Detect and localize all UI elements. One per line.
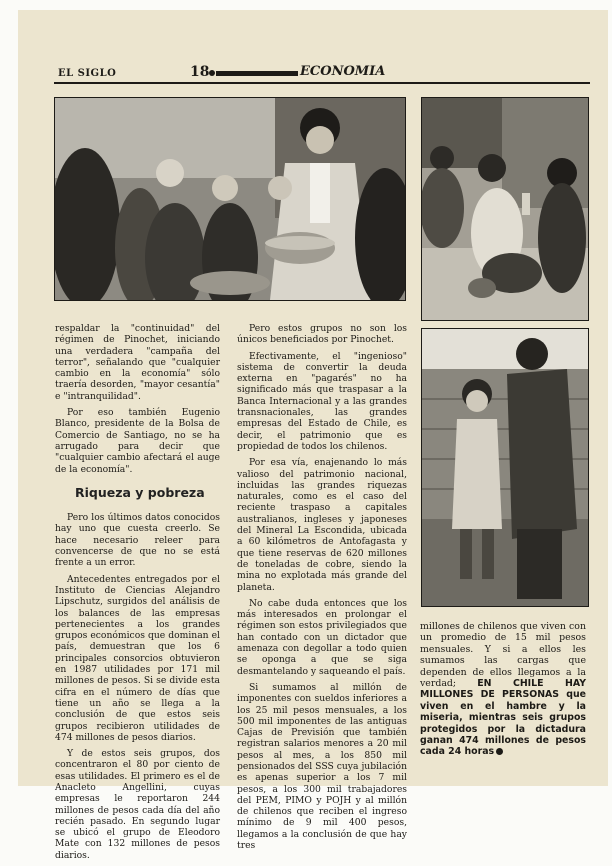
col1-paragraph-4: Antecedentes entregados por el Instituto de Ciencias Alejandro Lipschutz, surgidos del análisis de los balances de las empresas pertenecientes a los grandes grupos económicos que dominan el país, demuestran que los 6 principales consorcios obtuvieron en 1987 utilidades por 171 mil millones de pesos. Si se divide esta cifra en el número de días que tiene un año se llega a la conclusión de que estos seis grupos recibieron utilidades de 474 millones de pesos diarios. — [55, 573, 220, 743]
col1-paragraph-3: Pero los últimos datos conocidos hay uno que cuesta creerlo. Se hace necesario releer para convencerse de que no se está frente a un error. — [55, 512, 220, 569]
col2-paragraph-3: Por esa vía, enajenando lo más valioso del patrimonio nacional, incluidas las grandes riquezas naturales, como es el caso del reciente traspaso a capitales australianos, ingleses y japoneses del Mineral La Escondida, ubicada a 60 kilómetros de Antofagasta y que tiene reservas de 620 millones de toneladas de cobre, siendo la mina no explotada más grande del planeta. — [237, 457, 407, 593]
col1-paragraph-1: respaldar la "continuidad" del régimen de Pinochet, iniciando una verdadera "campaña del terror", señalando que "cualquier cambio en la economía" sólo traería desorden, "mayor cesantía" e "intranquilidad". — [55, 323, 220, 402]
col2-paragraph-2: Efectivamente, el "ingenioso" sistema de convertir la deuda externa en "pagarés" no ha significado más que traspasar a la Banca Internacional y a las grandes transnacionales, las grandes empresas del Estado de Chile, es decir, el patrimonio que es propiedad de todos los chilenos. — [237, 350, 407, 452]
col1-paragraph-5: Y de estos seis grupos, dos concentraron el 80 por ciento de esas utilidades. El primero es el de Anacleto Angellini, cuyas empresas le reportaron 244 millones de pesos cada día del año recién pasado. En segundo lugar se ubicó el grupo de Eleodoro Mate con 132 millones de pesos diarios. — [55, 748, 220, 861]
article-column-2 — [237, 323, 407, 856]
col1-paragraph-2: Por eso también Eugenio Blanco, presidente de la Bolsa de Comercio de Santiago, no se ha arrugado para decir que "cualquier cambio afectará el auge de la economía". — [55, 407, 220, 475]
col2-paragraph-1: Pero estos grupos no son los únicos beneficiados por Pinochet. — [237, 323, 407, 346]
women-with-cooking-pots-photo — [54, 97, 406, 301]
child-and-mother-photo — [421, 328, 589, 607]
col2-paragraph-5: Si sumamos al millón de imponentes con sueldos inferiores a los 25 mil pesos mensuales, a los 500 mil imponentes de las antiguas Cajas de Previsión que también registran salarios menores a 20 mil pesos al mes, a los 850 mil pensionados del SSS cuya jubilación es apenas superior a los 7 mil pesos, a los 300 mil trabajadores del PEM, PIMO y POJH y al millón de chilenos que reciben el ingreso mínimo de 9 mil 400 pesos, llegamos a la conclusión de que hay tres — [237, 681, 407, 852]
men-crouching-drinking-photo — [421, 97, 589, 321]
end-of-article-dot — [496, 748, 503, 755]
col3-bold-text: EN CHILE HAY MILLONES DE PERSONAS que viven en el hambre y la miseria, mientras seis grupos protegidos por la dictadura ganan 474 millones de pesos cada 24 horas — [420, 678, 586, 758]
article-column-3 — [420, 621, 586, 758]
article-column-1 — [55, 323, 220, 866]
col2-paragraph-4: No cabe duda entonces que los más interesados en prolongar el régimen son estos privilegiados que han contado con un dictador que amenaza con degollar a todo quien se oponga a que se siga desmantelando y saqueando el país. — [237, 597, 407, 677]
newspaper-name: EL SIGLO — [58, 68, 117, 79]
section-title: ECONOMIA — [300, 64, 386, 79]
page-number: 18 — [190, 64, 210, 80]
col3-text: millones de chilenos que viven con un promedio de 15 mil pesos mensuales. Y si a ellos les sumamos las cargas que dependen de ellos llegamos a la verdad; — [420, 621, 586, 690]
header-dot — [209, 70, 215, 76]
section-subhead: Riqueza y pobreza — [75, 484, 205, 500]
header-rule — [54, 82, 590, 84]
header-bar — [216, 71, 298, 76]
